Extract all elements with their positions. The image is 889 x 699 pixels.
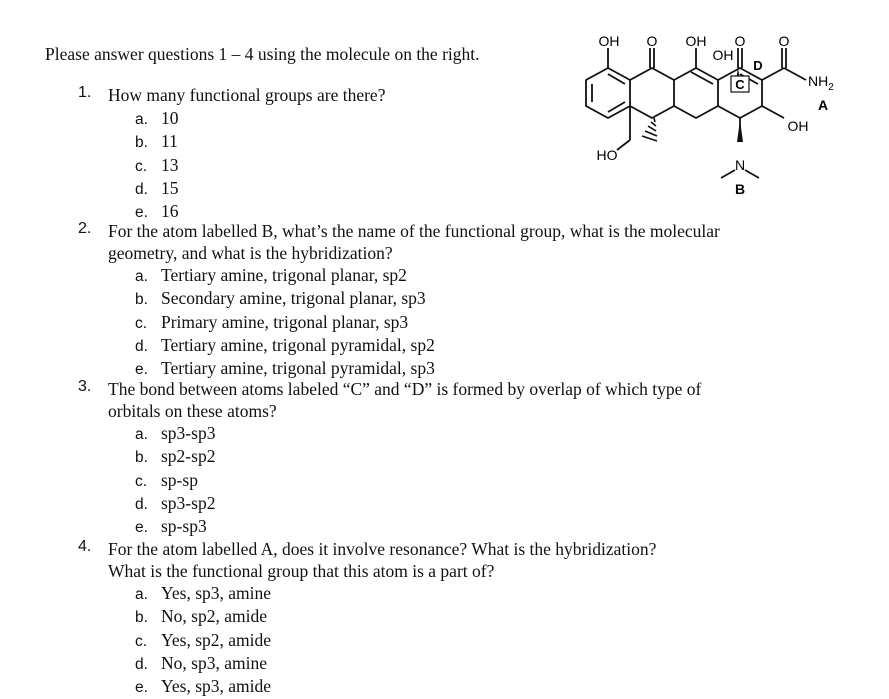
answer-option-e[interactable]: e. Yes, sp3, amide: [135, 676, 272, 697]
answer-option-c[interactable]: c. Primary amine, trigonal planar, sp3: [135, 311, 409, 332]
answer-option-e[interactable]: e. 16: [135, 201, 179, 222]
question-text: The bond between atoms labeled “C” and “D” is formed by overlap of which type of orbitals on these atoms?: [108, 379, 702, 421]
answer-option-c[interactable]: c. 13: [135, 154, 179, 175]
answer-option-b[interactable]: b. No, sp2, amide: [135, 606, 267, 627]
molecule-structure: [555, 18, 855, 208]
answer-option-d[interactable]: d. 15: [135, 177, 179, 198]
answer-option-b[interactable]: b. Secondary amine, trigonal planar, sp3: [135, 288, 426, 309]
question-number: 4.: [78, 538, 92, 555]
question-text: For the atom labelled B, what’s the name of the functional group, what is the molecular geometry, and what is the hybridization?: [108, 221, 720, 263]
answer-option-b[interactable]: b. sp2-sp2: [135, 446, 216, 467]
answer-option-a[interactable]: a. Yes, sp3, amine: [135, 583, 272, 603]
wedge-bond-n: [737, 120, 743, 142]
answer-option-a[interactable]: a. sp3-sp3: [135, 423, 216, 443]
answer-option-d[interactable]: d. No, sp3, amine: [135, 652, 267, 673]
oh-label: OH: [787, 118, 809, 134]
answer-option-e[interactable]: e. sp-sp3: [135, 516, 207, 537]
atom-label-a: A: [817, 97, 829, 113]
question-number: 1.: [78, 84, 92, 101]
answer-options: [135, 582, 271, 698]
carbonyl-oxygen-label: O: [734, 33, 746, 49]
carbonyl-oxygen-label: O: [646, 33, 658, 49]
answer-option-d[interactable]: d. sp3-sp2: [135, 492, 216, 513]
nitrogen-label: N: [734, 157, 746, 173]
atom-label-c: C: [735, 77, 745, 92]
question-number: 3.: [78, 378, 92, 395]
nh2-label: $NH_2$: [808, 73, 834, 93]
answer-options: [135, 422, 215, 538]
atom-label-b: B: [734, 181, 746, 197]
question-text: For the atom labelled A, does it involve resonance? What is the hybridization? What is the functional group that this atom is a part of?: [108, 539, 657, 581]
answer-option-b[interactable]: b. 11: [135, 131, 178, 152]
answer-option-e[interactable]: e. Tertiary amine, trigonal pyramidal, sp3: [135, 358, 435, 379]
answer-option-a[interactable]: a. 10: [135, 108, 179, 128]
oh-label: OH: [598, 33, 620, 49]
ho-label: HO: [596, 147, 618, 163]
answer-options: [135, 264, 435, 380]
skeleton-bonds: [586, 48, 806, 178]
oh-label: OH: [712, 47, 734, 63]
answer-option-d[interactable]: d. Tertiary amine, trigonal pyramidal, sp2: [135, 334, 435, 355]
answer-option-a[interactable]: a. Tertiary amine, trigonal planar, sp2: [135, 265, 407, 285]
question-number: 2.: [78, 220, 92, 237]
oh-label: OH: [685, 33, 707, 49]
amide-oxygen-label: O: [778, 33, 790, 49]
hashed-bond: [642, 118, 657, 141]
question-text: How many functional groups are there?: [108, 85, 386, 105]
answer-options: [135, 107, 179, 223]
answer-option-c[interactable]: c. Yes, sp2, amide: [135, 629, 272, 650]
atom-label-d: D: [753, 58, 763, 73]
instructions-text: Please answer questions 1 – 4 using the molecule on the right.: [45, 44, 480, 64]
answer-option-c[interactable]: c. sp-sp: [135, 469, 198, 490]
